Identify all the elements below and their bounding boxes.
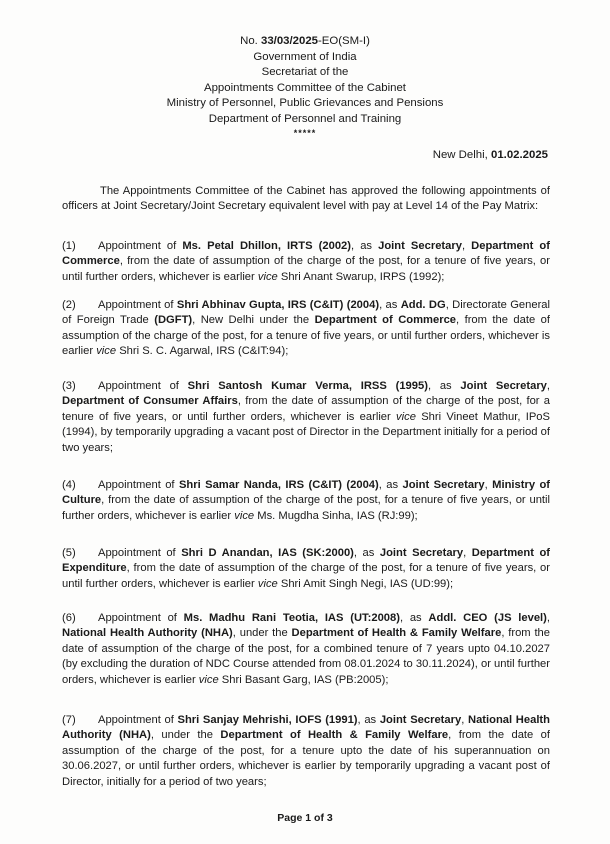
appointment-paragraph-3 [62,379,550,456]
bold-text: Joint Secretary [379,547,464,559]
header-secretariat: Secretariat of the [261,66,349,79]
appointment-paragraph-5 [62,546,550,592]
italic-text: vice [257,270,278,283]
paragraph-number: (7) [62,714,76,726]
order-number: No. 33/03/2025-EO(SM-I) [240,35,370,47]
appointment-paragraph-2 [62,298,550,360]
paragraph-text: , [484,479,493,491]
intro-paragraph: The Appointments Committee of the Cabinet has approved the following appointments of officers at Joint Secretary/Joint Secretary equivalent level with pay at Level 14 of the Pay Matrix: [62,185,550,213]
page-number: Page 1 of 3 [277,812,333,824]
bold-text: Department of Commerce [62,240,550,268]
bold-text: Joint Secretary [460,380,547,392]
paragraph-text: , as [378,479,403,491]
bold-text: Department of Health & Family Welfare [291,627,502,640]
paragraph-text: , as [379,299,401,311]
paragraph-text: Appointment of [98,380,188,392]
italic-text: vice [234,509,255,522]
bold-text: Department of Commerce [314,314,457,327]
paragraph-number: (3) [62,380,76,392]
italic-text: vice [198,673,219,686]
paragraph-text: , [546,612,550,624]
paragraph-text: , under the [150,729,221,742]
bold-text: (DGFT) [154,314,193,327]
bold-text: Shri D Anandan, IAS (SK:2000) [181,547,354,559]
paragraph-text: , as [427,380,461,392]
paragraph-text: , [546,380,551,392]
appointment-paragraph-7 [62,713,550,790]
bold-text: Department of Expenditure [62,547,551,575]
bold-text: Department of Consumer Affairs [62,395,238,408]
bold-text: Joint Secretary [378,240,462,252]
bold-text: Ms. Petal Dhillon, IRTS (2002) [182,240,351,252]
paragraph-text: , [461,714,468,726]
bold-text: Ms. Madhu Rani Teotia, IAS (UT:2008) [183,612,400,624]
paragraph-text: , under the [232,627,292,640]
paragraph-text: Appointment of [98,479,179,491]
paragraph-text: Ms. Mugdha Sinha, IAS (RJ:99); [254,509,418,522]
appointment-paragraph-1 [62,239,550,285]
bold-text: Department of Health & Family Welfare [220,729,449,742]
paragraph-text: , as [399,612,429,624]
paragraph-text: , as [350,240,379,252]
paragraph-text: , from the date of assumption of the charge of the post, for a tenure of five years, or until further orders, whichever is earlier [62,314,550,358]
paragraph-text: Appointment of [98,714,178,726]
bold-text: Shri Santosh Kumar Verma, IRSS (1995) [187,380,428,392]
bold-text: Joint Secretary [402,479,485,491]
appointment-paragraph-6 [62,611,550,688]
bold-text: Addl. CEO (JS level) [428,612,547,624]
paragraph-text: Shri S. C. Agarwal, IRS (C&IT:94); [116,345,289,358]
paragraph-number: (2) [62,299,76,311]
header-department: Department of Personnel and Training [208,112,402,125]
paragraph-text: , New Delhi under the [192,314,315,327]
paragraph-number: (6) [62,612,76,624]
bold-text: Add. DG [400,299,446,311]
paragraph-text: , Directorate General of Foreign Trade [62,299,551,327]
paragraph-text: Shri Anant Swarup, IRPS (1992); [277,270,445,283]
italic-text: vice [396,410,416,423]
italic-text: vice [257,577,278,590]
paragraph-number: (1) [62,240,76,252]
bold-text: Ministry of Culture [62,479,551,507]
document-header [0,34,610,138]
paragraph-text: Appointment of [98,612,184,624]
bold-text: Shri Samar Nanda, IRS (C&IT) (2004) [178,479,379,491]
paragraph-number: (5) [62,547,76,559]
paragraph-text: , as [353,547,380,559]
bold-text: National Health Authority (NHA) [62,714,550,742]
paragraph-text: , from the date of assumption of the charge of the post, for a tenure upto the date of his superannuation on 30.06.2027, or until further orders, whichever is earlier by temporarily upgrading a vacant post of Director, initially for a period of two years; [62,729,551,788]
paragraph-text: Appointment of [98,240,183,252]
document-date: New Delhi, 01.02.2025 [432,149,548,161]
paragraph-text: , from the date of assumption of the charge of the post, for a tenure of five years, or until further orders, whichever is earlier [62,395,550,423]
paragraph-text: , from the date of assumption of the charge of the post, for a tenure of five years, or until further orders, whichever is earlier [62,562,550,590]
paragraph-text: , from the date of assumption of the charge of the post, for a tenure of five years, or until further orders, whichever is earlier [62,494,550,522]
paragraph-text: Appointment of [98,299,177,311]
paragraph-number: (4) [62,479,76,491]
paragraph-text: Appointment of [98,547,182,559]
bold-text: National Health Authority (NHA) [62,627,233,640]
paragraph-text: , from the date of assumption of the charge of the post, for a combined tenure of 7 years upto 04.10.2027 (by excluding the duration of NDC Course attended from 08.01.2024 to 30.11.2024), or until further orders, whichever is earlier [62,627,550,686]
appointment-paragraph-4 [62,478,550,524]
paragraph-text: Shri Basant Garg, IAS (PB:2005); [218,673,389,686]
italic-text: vice [96,345,117,358]
paragraph-text: , from the date of assumption of the charge of the post, for a tenure of five years, or until further orders, whichever is earlier [62,255,550,283]
paragraph-text: , as [357,714,380,726]
header-committee: Appointments Committee of the Cabinet [204,81,406,94]
header-government: Government of India [253,50,357,63]
paragraph-text: , [463,547,472,559]
header-ministry: Ministry of Personnel, Public Grievances and Pensions [166,97,444,110]
paragraph-text: , [461,240,472,252]
paragraph-text: Shri Amit Singh Negi, IAS (UD:99); [277,577,454,590]
bold-text: Shri Abhinav Gupta, IRS (C&IT) (2004) [176,299,380,311]
bold-text: Joint Secretary [379,714,462,726]
header-separator: ***** [293,127,317,138]
bold-text: Shri Sanjay Mehrishi, IOFS (1991) [177,714,358,726]
paragraph-text: Shri Vineet Mathur, IPoS (1994), by temporarily upgrading a vacant post of Director in the Department initially for a period of two years; [62,410,550,454]
